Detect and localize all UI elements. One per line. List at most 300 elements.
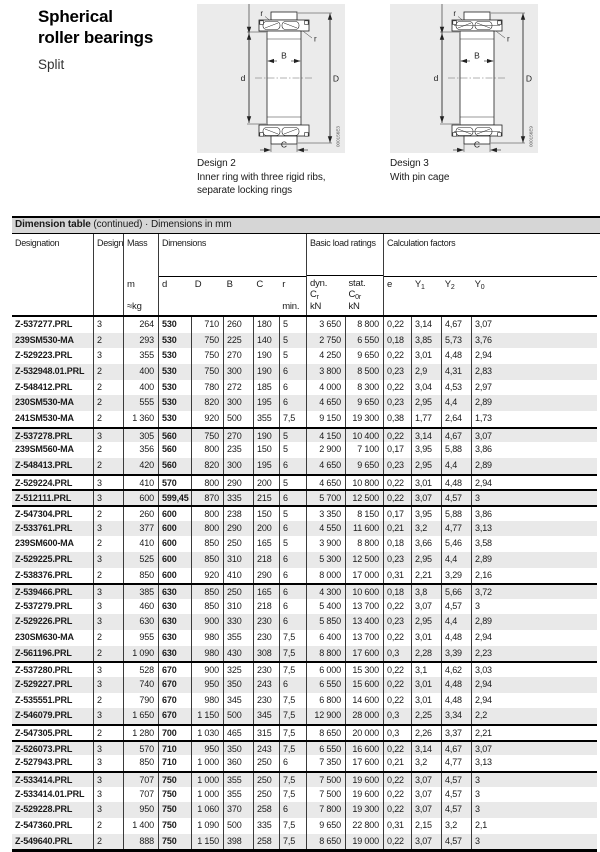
cell-mass: 888: [123, 834, 158, 850]
cell-designation: Z-512111.PRL: [15, 493, 72, 504]
cell-stat-c0r: 28 000: [345, 708, 383, 724]
cell-D: 780: [191, 380, 223, 396]
cell-dyn-cr: 4 300: [306, 585, 345, 599]
cell-y1: 3,07: [411, 599, 441, 615]
cell-e: 0,22: [383, 348, 411, 364]
cell-r: 6: [279, 521, 306, 537]
cell-y1: 3,1: [411, 663, 441, 677]
cell-y2: 4,57: [441, 834, 471, 850]
cell-mass: 707: [123, 773, 158, 787]
cell-y2: 3,29: [441, 568, 471, 584]
cell-D: 800: [191, 442, 223, 458]
cell-y1: 3,14: [411, 742, 441, 756]
cell-e: 0,22: [383, 630, 411, 646]
table-row: [12, 802, 597, 818]
cell-y2: 3,39: [441, 646, 471, 662]
table-row: [12, 489, 597, 505]
cell-d: 530: [158, 411, 191, 427]
cell-designation: Z-547305.PRL: [15, 728, 73, 739]
cell-r: 6: [279, 568, 306, 584]
cell-mass: 740: [123, 677, 158, 693]
cell-D: 900: [191, 614, 223, 630]
cell-C: 185: [253, 380, 279, 396]
cell-d: 600: [158, 521, 191, 537]
cell-e: 0,22: [383, 663, 411, 677]
cell-r: 6: [279, 599, 306, 615]
caption-line: Inner ring with three rigid ribs,: [197, 171, 326, 183]
cell-y0: 3,07: [471, 742, 597, 756]
cell-designation: Z-529223.PRL: [15, 350, 73, 361]
table-row: [12, 505, 597, 521]
cell-C: 190: [253, 348, 279, 364]
subheader-stat-c0r: stat. $C_{0r}$ kN: [348, 278, 366, 312]
cell-y0: 3,07: [471, 429, 597, 443]
cell-B: 350: [223, 677, 253, 693]
cell-d: 600: [158, 507, 191, 521]
cell-stat-c0r: 16 600: [345, 742, 383, 756]
cell-d: 530: [158, 348, 191, 364]
cell-B: 300: [223, 395, 253, 411]
cell-r: 7,5: [279, 726, 306, 740]
cell-e: 0,22: [383, 802, 411, 818]
cell-mass: 377: [123, 521, 158, 537]
bearing-cross-section-design2: [197, 4, 345, 153]
cell-y2: 4,4: [441, 395, 471, 411]
cell-stat-c0r: 9 650: [345, 458, 383, 474]
cell-y0: 3,07: [471, 317, 597, 333]
cell-D: 820: [191, 395, 223, 411]
cell-y0: 2,94: [471, 677, 597, 693]
cell-B: 335: [223, 491, 253, 505]
table-row: [12, 599, 597, 615]
cell-C: 243: [253, 677, 279, 693]
cell-D: 750: [191, 364, 223, 380]
cell-y1: 2,95: [411, 395, 441, 411]
cell-d: 560: [158, 458, 191, 474]
cell-designation: Z-548412.PRL: [15, 381, 73, 392]
cell-dyn-cr: 8 650: [306, 726, 345, 740]
cell-designation: Z-533414.PRL: [15, 775, 73, 786]
cell-design: 3: [93, 585, 123, 599]
cell-designation: Z-529225.PRL: [15, 553, 73, 564]
cell-y0: 2,2: [471, 708, 597, 724]
cell-d: 530: [158, 317, 191, 333]
header-label: Calculation factors: [384, 234, 597, 277]
table-row: [12, 755, 597, 771]
table-row: [12, 317, 597, 333]
cell-d: 560: [158, 442, 191, 458]
cell-mass: 305: [123, 429, 158, 443]
cell-B: 270: [223, 348, 253, 364]
cell-dyn-cr: 7 350: [306, 755, 345, 771]
cell-mass: 385: [123, 585, 158, 599]
table-row: [12, 411, 597, 427]
cell-D: 950: [191, 742, 223, 756]
figure-caption-design2: [197, 157, 325, 198]
table-title-rest: (continued) · Dimensions in mm: [90, 219, 232, 230]
cell-dyn-cr: 6 550: [306, 677, 345, 693]
cell-y1: 3,2: [411, 755, 441, 771]
cell-D: 820: [191, 458, 223, 474]
cell-mass: 355: [123, 348, 158, 364]
cell-y2: 4,48: [441, 677, 471, 693]
cell-design: 3: [93, 552, 123, 568]
cell-r: 5: [279, 536, 306, 552]
cell-y0: 2,21: [471, 726, 597, 740]
cell-stat-c0r: 17 000: [345, 568, 383, 584]
cell-r: 7,5: [279, 818, 306, 834]
figure-image-code: 000156E9: [528, 126, 534, 147]
cell-designation: Z-537279.PRL: [15, 600, 73, 611]
cell-B: 350: [223, 742, 253, 756]
cell-d: 670: [158, 693, 191, 709]
cell-mass: 460: [123, 599, 158, 615]
cell-C: 315: [253, 726, 279, 740]
cell-e: 0,23: [383, 364, 411, 380]
cell-B: 310: [223, 552, 253, 568]
column-header-designation: [12, 234, 93, 315]
subheader-m: m ≈kg: [127, 279, 142, 312]
cell-mass: 570: [123, 742, 158, 756]
cell-y2: 4,67: [441, 317, 471, 333]
cell-designation: 239SM600-MA: [15, 538, 74, 549]
cell-stat-c0r: 12 500: [345, 552, 383, 568]
cell-designation: 241SM530-MA: [15, 412, 74, 423]
cell-D: 800: [191, 476, 223, 490]
cell-mass: 356: [123, 442, 158, 458]
cell-r: 5: [279, 348, 306, 364]
cell-B: 345: [223, 693, 253, 709]
cell-designation: 239SM530-MA: [15, 334, 74, 345]
cell-r: 7,5: [279, 411, 306, 427]
cell-dyn-cr: 3 650: [306, 317, 345, 333]
cell-design: 2: [93, 380, 123, 396]
cell-d: 600: [158, 552, 191, 568]
subheader-r: r min.: [282, 279, 300, 312]
cell-design: 3: [93, 491, 123, 505]
cell-e: 0,18: [383, 333, 411, 349]
cell-stat-c0r: 15 600: [345, 677, 383, 693]
cell-dyn-cr: 4 550: [306, 521, 345, 537]
cell-mass: 400: [123, 380, 158, 396]
cell-e: 0,22: [383, 742, 411, 756]
cell-stat-c0r: 15 300: [345, 663, 383, 677]
cell-B: 260: [223, 317, 253, 333]
cell-y1: 3,01: [411, 476, 441, 490]
cell-mass: 410: [123, 536, 158, 552]
cell-mass: 525: [123, 552, 158, 568]
cell-dyn-cr: 4 650: [306, 395, 345, 411]
cell-y2: 4,62: [441, 663, 471, 677]
figure-caption-design3: [390, 157, 449, 184]
table-row: [12, 740, 597, 756]
cell-y1: 3,66: [411, 536, 441, 552]
cell-mass: 420: [123, 458, 158, 474]
cell-r: 7,5: [279, 646, 306, 662]
table-row: [12, 693, 597, 709]
cell-design: 3: [93, 755, 123, 771]
cell-stat-c0r: 17 600: [345, 755, 383, 771]
cell-dyn-cr: 5 300: [306, 552, 345, 568]
subheader-d: d: [162, 279, 168, 290]
cell-stat-c0r: 17 600: [345, 646, 383, 662]
cell-dyn-cr: 7 800: [306, 802, 345, 818]
cell-design: 2: [93, 536, 123, 552]
cell-d: 750: [158, 834, 191, 850]
subheader-D: D: [194, 279, 202, 290]
cell-mass: 790: [123, 693, 158, 709]
cell-D: 1 060: [191, 802, 223, 818]
cell-e: 0,31: [383, 818, 411, 834]
cell-dyn-cr: 4 000: [306, 380, 345, 396]
cell-dyn-cr: 3 800: [306, 364, 345, 380]
cell-D: 1 000: [191, 755, 223, 771]
title-line-2: roller bearings: [38, 28, 154, 47]
cell-d: 750: [158, 818, 191, 834]
cell-y2: 2,64: [441, 411, 471, 427]
cell-y0: 3,86: [471, 507, 597, 521]
cell-B: 225: [223, 333, 253, 349]
cell-C: 150: [253, 507, 279, 521]
cell-B: 250: [223, 585, 253, 599]
cell-stat-c0r: 10 400: [345, 429, 383, 443]
cell-C: 200: [253, 521, 279, 537]
cell-C: 290: [253, 568, 279, 584]
cell-designation: Z-537278.PRL: [15, 430, 73, 441]
cell-d: 560: [158, 429, 191, 443]
cell-C: 230: [253, 614, 279, 630]
cell-D: 800: [191, 507, 223, 521]
cell-C: 250: [253, 773, 279, 787]
cell-dyn-cr: 6 550: [306, 742, 345, 756]
table-row: [12, 458, 597, 474]
cell-r: 5: [279, 317, 306, 333]
cell-designation: Z-529227.PRL: [15, 679, 73, 690]
cell-r: 6: [279, 755, 306, 771]
cell-y2: 4,57: [441, 599, 471, 615]
cell-mass: 1 650: [123, 708, 158, 724]
column-header-design: [93, 234, 123, 315]
cell-designation: Z-547304.PRL: [15, 508, 73, 519]
cell-d: 700: [158, 726, 191, 740]
cell-d: 750: [158, 787, 191, 803]
cell-B: 410: [223, 568, 253, 584]
cell-r: 6: [279, 677, 306, 693]
cell-C: 215: [253, 491, 279, 505]
cell-dyn-cr: 6 800: [306, 693, 345, 709]
cell-y2: 3,2: [441, 818, 471, 834]
cell-e: 0,22: [383, 787, 411, 803]
table-row: [12, 521, 597, 537]
cell-y0: 2,89: [471, 552, 597, 568]
table-row: [12, 583, 597, 599]
cell-designation: Z-529226.PRL: [15, 616, 73, 627]
cell-design: 2: [93, 458, 123, 474]
cell-D: 750: [191, 333, 223, 349]
column-group-calc-factors: [383, 234, 597, 315]
header-label: Dimensions: [159, 234, 306, 277]
cell-C: 230: [253, 663, 279, 677]
cell-dyn-cr: 4 650: [306, 458, 345, 474]
cell-C: 243: [253, 742, 279, 756]
cell-dyn-cr: 7 500: [306, 773, 345, 787]
cell-D: 710: [191, 317, 223, 333]
subheader-y1: $Y_1$: [414, 279, 425, 291]
cell-mass: 410: [123, 476, 158, 490]
cell-C: 230: [253, 630, 279, 646]
cell-C: 195: [253, 458, 279, 474]
cell-e: 0,23: [383, 552, 411, 568]
cell-stat-c0r: 10 800: [345, 476, 383, 490]
subheader-y2: $Y_2$: [444, 279, 455, 291]
cell-r: 6: [279, 458, 306, 474]
cell-design: 2: [93, 395, 123, 411]
cell-mass: 400: [123, 364, 158, 380]
column-header-mass: [123, 234, 158, 315]
cell-y0: 2,94: [471, 348, 597, 364]
cell-design: 2: [93, 693, 123, 709]
cell-dyn-cr: 2 750: [306, 333, 345, 349]
caption-title: Design 3: [390, 158, 429, 169]
cell-stat-c0r: 19 300: [345, 411, 383, 427]
cell-y1: 2,21: [411, 568, 441, 584]
table-row: [12, 677, 597, 693]
cell-designation: Z-529224.PRL: [15, 477, 73, 488]
cell-C: 335: [253, 818, 279, 834]
table-row: [12, 771, 597, 787]
page-title: [38, 6, 153, 72]
cell-design: 2: [93, 411, 123, 427]
cell-y0: 2,94: [471, 630, 597, 646]
cell-design: 3: [93, 599, 123, 615]
cell-designation: Z-529228.PRL: [15, 804, 73, 815]
cell-y1: 3,07: [411, 787, 441, 803]
cell-r: 7,5: [279, 708, 306, 724]
cell-y0: 3,86: [471, 442, 597, 458]
cell-y1: 3,04: [411, 380, 441, 396]
cell-B: 355: [223, 787, 253, 803]
cell-r: 7,5: [279, 834, 306, 850]
cell-y1: 3,85: [411, 333, 441, 349]
cell-D: 750: [191, 348, 223, 364]
cell-stat-c0r: 11 600: [345, 521, 383, 537]
cell-stat-c0r: 22 800: [345, 818, 383, 834]
cell-stat-c0r: 12 500: [345, 491, 383, 505]
cell-design: 3: [93, 317, 123, 333]
cell-y0: 3,76: [471, 333, 597, 349]
cell-designation: Z-549640.PRL: [15, 835, 73, 846]
cell-designation: Z-532948.01.PRL: [15, 365, 85, 376]
cell-designation: Z-535551.PRL: [15, 694, 73, 705]
cell-D: 850: [191, 585, 223, 599]
caption-line: With pin cage: [390, 171, 450, 183]
cell-design: 2: [93, 818, 123, 834]
cell-y1: 3,07: [411, 834, 441, 850]
cell-d: 630: [158, 614, 191, 630]
cell-y2: 4,31: [441, 364, 471, 380]
cell-mass: 528: [123, 663, 158, 677]
cell-r: 7,5: [279, 773, 306, 787]
cell-design: 3: [93, 773, 123, 787]
cell-y1: 3,14: [411, 317, 441, 333]
cell-mass: 850: [123, 568, 158, 584]
table-title-bold: Dimension table: [15, 219, 91, 230]
cell-B: 325: [223, 663, 253, 677]
table-title-bar: [12, 216, 600, 234]
cell-d: 670: [158, 663, 191, 677]
cell-y0: 3: [471, 787, 597, 803]
cell-d: 750: [158, 802, 191, 818]
cell-B: 272: [223, 380, 253, 396]
cell-dyn-cr: 5 400: [306, 599, 345, 615]
table-row: [12, 474, 597, 490]
cell-D: 900: [191, 663, 223, 677]
cell-C: 180: [253, 317, 279, 333]
caption-line: separate locking rings: [197, 185, 293, 196]
cell-C: 190: [253, 364, 279, 380]
cell-stat-c0r: 8 500: [345, 364, 383, 380]
cell-y0: 3: [471, 834, 597, 850]
table-row: [12, 427, 597, 443]
table-row: [12, 818, 597, 834]
cell-mass: 1 280: [123, 726, 158, 740]
cell-d: 530: [158, 364, 191, 380]
cell-y1: 3,14: [411, 429, 441, 443]
cell-y2: 3,34: [441, 708, 471, 724]
cell-B: 398: [223, 834, 253, 850]
cell-e: 0,22: [383, 773, 411, 787]
cell-e: 0,3: [383, 708, 411, 724]
cell-r: 6: [279, 395, 306, 411]
cell-C: 355: [253, 411, 279, 427]
cell-e: 0,22: [383, 491, 411, 505]
cell-D: 980: [191, 693, 223, 709]
cell-d: 600: [158, 536, 191, 552]
cell-dyn-cr: 6 400: [306, 630, 345, 646]
cell-y2: 4,57: [441, 787, 471, 803]
cell-r: 6: [279, 380, 306, 396]
cell-design: 3: [93, 708, 123, 724]
cell-y2: 4,57: [441, 802, 471, 818]
cell-designation: Z-526073.PRL: [15, 743, 73, 754]
header-label: Designation: [15, 238, 60, 248]
cell-d: 570: [158, 476, 191, 490]
cell-y0: 3: [471, 773, 597, 787]
cell-e: 0,17: [383, 507, 411, 521]
caption-title: Design 2: [197, 158, 236, 169]
cell-e: 0,3: [383, 726, 411, 740]
cell-e: 0,31: [383, 568, 411, 584]
cell-C: 200: [253, 476, 279, 490]
cell-stat-c0r: 19 000: [345, 834, 383, 850]
cell-y0: 1,73: [471, 411, 597, 427]
page-subtitle: Split: [38, 57, 65, 72]
cell-y0: 2,94: [471, 693, 597, 709]
cell-y2: 4,67: [441, 742, 471, 756]
cell-dyn-cr: 4 250: [306, 348, 345, 364]
cell-B: 330: [223, 614, 253, 630]
cell-D: 920: [191, 411, 223, 427]
table-row: [12, 630, 597, 646]
cell-y0: 3: [471, 599, 597, 615]
table-row: [12, 568, 597, 584]
table-row: [12, 834, 597, 850]
cell-C: 258: [253, 834, 279, 850]
cell-B: 290: [223, 521, 253, 537]
cell-dyn-cr: 5 700: [306, 491, 345, 505]
cell-y1: 3,07: [411, 491, 441, 505]
cell-B: 270: [223, 429, 253, 443]
